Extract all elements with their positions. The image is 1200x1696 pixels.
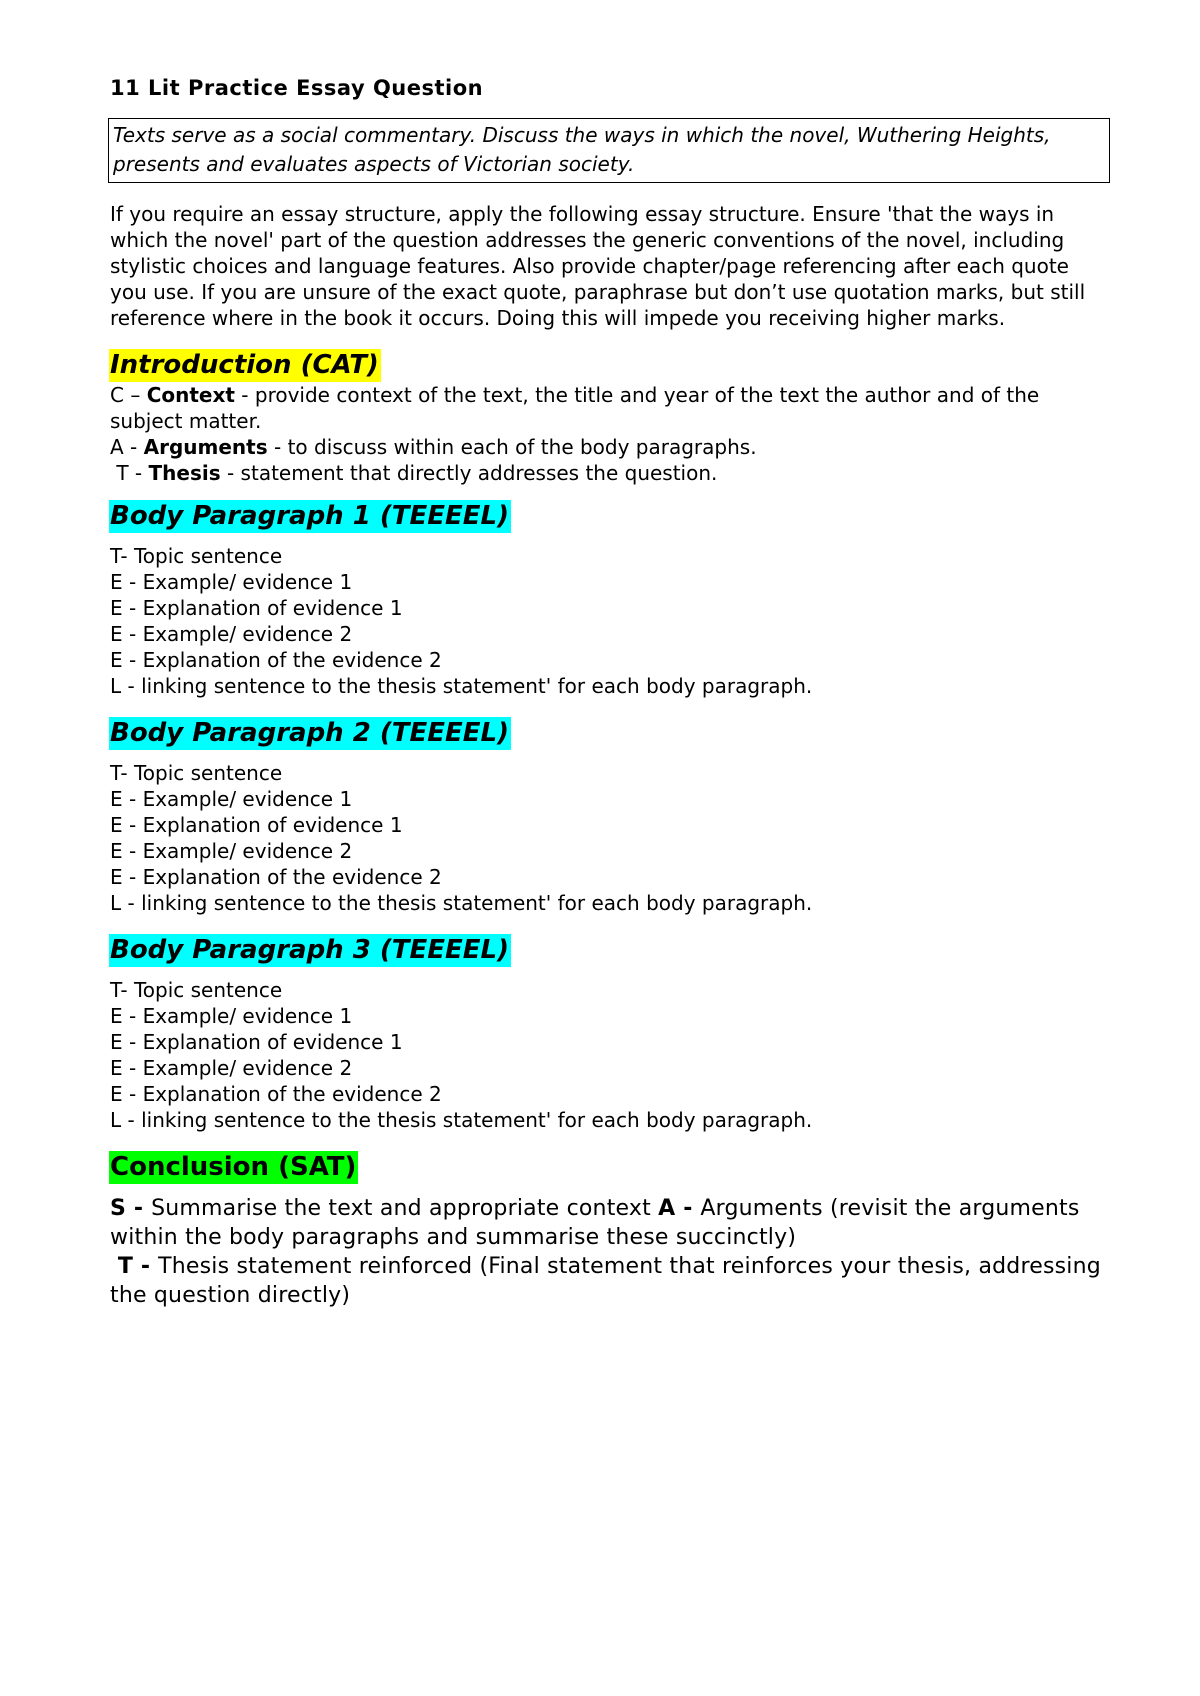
structure-line: E - Explanation of the evidence 2 [110,1082,442,1106]
intro-item-prefix: C – [110,383,147,407]
structure-line: L - linking sentence to the thesis statement' for each body paragraph. [110,891,813,915]
structure-line: E - Explanation of evidence 1 [110,1030,403,1054]
intro-item-context [110,382,1110,434]
intro-item-prefix: T - [110,461,149,485]
conclusion-section [110,1151,1110,1310]
document-title: 11 Lit Practice Essay Question [110,76,484,100]
intro-item-term: Thesis [148,461,221,485]
intro-item-text: - statement that directly addresses the question. [220,461,718,485]
introduction-section [110,349,1110,486]
intro-item-term: Arguments [143,435,268,459]
body-paragraph-3-heading: Body Paragraph 3 (TEEEEL) [110,935,510,965]
structure-line: E - Example/ evidence 2 [110,1056,353,1080]
body-paragraph-1-section [110,500,1110,699]
structure-line: T- Topic sentence [110,978,283,1002]
structure-line: L - linking sentence to the thesis statement' for each body paragraph. [110,674,813,698]
structure-line: T- Topic sentence [110,544,283,568]
structure-line: E - Explanation of evidence 1 [110,813,403,837]
structure-line: E - Example/ evidence 1 [110,1004,353,1028]
intro-item-text: - to discuss within each of the body paragraphs. [267,435,757,459]
body-paragraph-3-lines [110,977,1110,1133]
document-page [110,74,1110,1310]
structure-line: T- Topic sentence [110,761,283,785]
structure-line: E - Explanation of the evidence 2 [110,648,442,672]
body-paragraph-3-section [110,934,1110,1133]
structure-line: E - Example/ evidence 1 [110,787,353,811]
conclusion-s-text: Summarise the text and appropriate context [151,1196,659,1221]
conclusion-text [110,1194,1110,1310]
structure-line: E - Explanation of the evidence 2 [110,865,442,889]
conclusion-a-text: Arguments (revisit the arguments within the body paragraphs and summarise these succinctly) [110,1196,1080,1250]
intro-item-prefix: A - [110,435,144,459]
body-paragraph-2-section [110,717,1110,916]
structure-line: E - Example/ evidence 2 [110,622,353,646]
structure-line: E - Example/ evidence 2 [110,839,353,863]
essay-question-box: Texts serve as a social commentary. Discuss the ways in which the novel, Wuthering Heights, presents and evaluates aspects of Victorian society. [108,118,1110,183]
body-paragraph-2-heading: Body Paragraph 2 (TEEEEL) [110,718,510,748]
introduction-items [110,382,1110,486]
body-paragraph-1-lines [110,543,1110,699]
conclusion-heading: Conclusion (SAT) [110,1152,357,1182]
body-paragraph-2-lines [110,760,1110,916]
intro-item-term: Context [146,383,235,407]
conclusion-a-label: A - [658,1196,701,1221]
instructions-paragraph: If you require an essay structure, apply the following essay structure. Ensure 'that the ways in which the novel' part of the question addresses the generic conventions of the novel, including stylistic choices and language features. Also provide chapter/page referencing after each quote you use. If you are unsure of the exact quote, paraphrase but don’t use quotation marks, but still reference where in the book it occurs. Doing this will impede you receiving higher marks. [110,202,1086,330]
introduction-heading: Introduction (CAT) [110,350,379,380]
conclusion-t-label: T - [110,1254,159,1279]
body-paragraph-1-heading: Body Paragraph 1 (TEEEEL) [110,501,510,531]
structure-line: E - Explanation of evidence 1 [110,596,403,620]
structure-line: L - linking sentence to the thesis statement' for each body paragraph. [110,1108,813,1132]
intro-item-text: - provide context of the text, the title and year of the text the author and of the subject matter. [110,383,1046,433]
conclusion-t-text: Thesis statement reinforced (Final statement that reinforces your thesis, addressing the question directly) [110,1254,1101,1308]
conclusion-s-label: S - [110,1196,152,1221]
intro-item-thesis [110,460,1110,486]
intro-item-arguments [110,434,1110,460]
structure-line: E - Example/ evidence 1 [110,570,353,594]
